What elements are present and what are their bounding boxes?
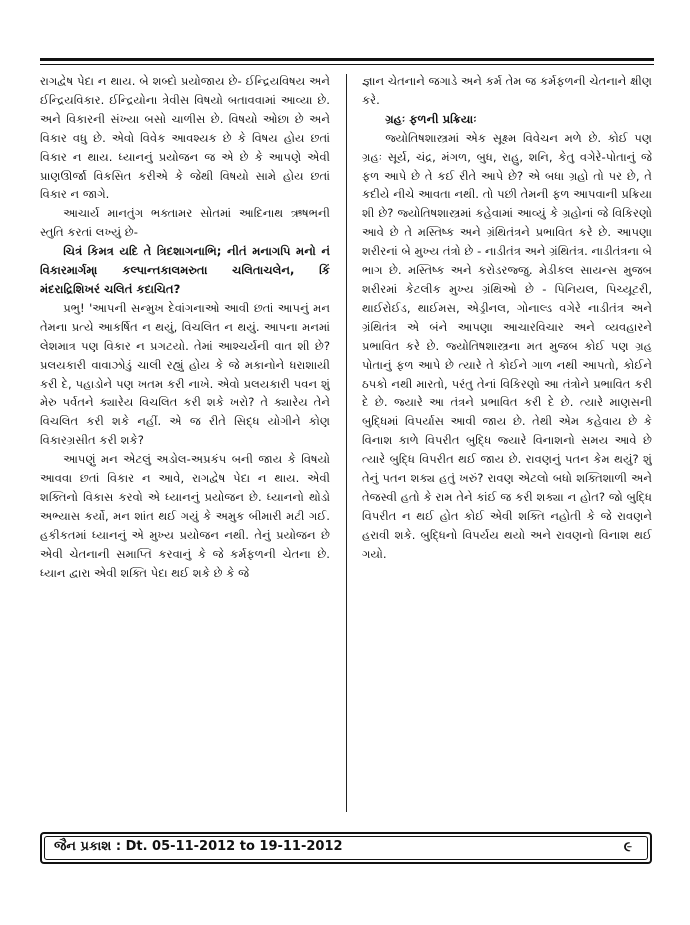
left-paragraph-2: આચાર્ય માનતુંગ ભક્તામર સોતમાં આદિનાથ ઋષભની સ્તુતિ કરતાં લખ્યું છે- [40, 206, 330, 240]
header-rule-thick [40, 58, 654, 61]
left-paragraph-4: આપણું મન એટલું અડોલ-અપ્રકંપ બની જાય કે વિષયો આવવા છતાં વિકાર ન આવે, રાગદ્વેષ પેદા ન થાય. એવી શક્તિનો વિકાસ કરવો એ ધ્યાનનું પ્રયોજન છે. ધ્યાનનો થોડો અભ્યાસ કર્યો, મન શાંત થઈ ગયું કે અમુક બીમારી મટી ગઈ. હકીકતમાં ધ્યાનનું એ મુખ્ય પ્રયોજન નથી. તેનું પ્રયોજન છે એવી ચેતનાની સમાપ્તિ કરવાનું કે જે કર્મફળની ચેતના છે. ધ્યાન દ્વારા એવી શક્તિ પેદા થઈ શકે છે કે જે [40, 452, 330, 580]
page-number: ૯ [623, 839, 632, 855]
left-paragraph-3: પ્રભુ! 'આપની સન્મુખ દેવાંગનાઓ આવી છતાં આપનું મન તેમના પ્રત્યે આકર્ષિત ન થયું, વિચલિત ન થયું. આપના મનમાં લેશમાત્ર પણ વિકાર ન પ્રગટયો. તેમાં આશ્ચર્યની વાત શી છે? પ્રલયકારી વાવાઝોડું ચાલી રહ્યું હોય કે જે મકાનોને ધરાશાયી કરી દે, પહાડોને પણ ખતમ કરી નાખે. એવો પ્રલયકારી પવન શું મેરુ પર્વતને ક્યારેય વિચલિત કરી શકે ખરો? તે ક્યારેય તેને વિચલિત કરી શકે નહીં. એ જ રીતે સિદ્ધ યોગીને કોણ વિકારગ્રસીત કરી શકે? [40, 300, 330, 448]
sanskrit-verse: ચિત્રં કિમત્ર યદિ તે ત્રિદશાગનાભિ; નીતં મનાગપિ મનો નં વિકારમાર્ગમ્। કલ્પાન્તકાલમરુતા ચલિતાચલેન, કિં મંદરાદ્રિશિખરં ચલિતં કદાચિત? [40, 244, 330, 296]
left-column [40, 72, 330, 824]
header-rule-thin [40, 64, 654, 65]
page-footer [40, 832, 652, 864]
column-divider [346, 74, 347, 812]
right-paragraph-1: જ્ઞાન ચેતનાને જગાડે અને કર્મ તેમ જ કર્મફળની ચેતનાને ક્ષીણ કરે. [362, 74, 652, 107]
right-paragraph-2: જ્યોતિષશાસ્ત્રમાં એક સૂક્ષ્મ વિવેચન મળે છે. કોઈ પણ ગ્રહઃ સૂર્ય, ચંદ્ર, મંગળ, બુધ, રાહુ, શનિ, કેતુ વગેરે-પોતાનું જે ફળ આપે છે તે કઈ રીતે આપે છે? એ બધા ગ્રહો તો પર છે, તે કદીયે નીચે આવતા નથી. તો પછી તેમની ફળ આપવાની પ્રક્રિયા શી છે? જ્યોતિષશાસ્ત્રમાં કહેવામાં આવ્યું કે ગ્રહોનાં જે વિકિરણો આવે છે તે મસ્તિષ્ક અને ગ્રંથિતંત્રને પ્રભાવિત કરે છે. આપણા શરીરનાં બે મુખ્ય તંત્રો છે - નાડીતંત્ર અને ગ્રંથિતંત્ર. નાડીતંત્રના બે ભાગ છે. મસ્તિષ્ક અને કરોડરજ્જુ. મેડીકલ સાયન્સ મુજબ શરીરમાં કેટલીક મુખ્ય ગ્રંથિઓ છે - પિનિયલ, પિચ્યૂટરી, થાઈરોઈડ, થાઈમસ, એડ્રીનલ, ગોનાલ્ડ વગેરે નાડીતંત્ર અને ગ્રંથિતંત્ર એ બંને આપણા આચારવિચાર અને વ્યવહારને પ્રભાવિત કરે છે. જ્યોતિષશાસ્ત્રના મત મુજબ કોઈ પણ ગ્રહ પોતાનું ફળ આપે છે ત્યારે તે કોઈને ગાળ નથી આપતો, કોઈને ઠપકો નથી મારતો, પરંતુ તેનાં વિકિરણો આ તંત્રોને પ્રભાવિત કરી દે છે. જ્યારે આ તંત્રને પ્રભાવિત કરી દે છે. ત્યારે માણસની બુદ્ધિમાં વિપર્યાસ આવી જાય છે. તેથી એમ કહેવાય છે કે વિનાશ કાળે વિપરીત બુદ્ધિ જ્યારે વિનાશનો સમય આવે છે ત્યારે બુદ્ધિ વિપરીત થઈ જાય છે. રાવણનું પતન કેમ થયું? શું તેનું પતન શક્ય હતું ખરું? રાવણ એટલો બધો શક્તિશાળી અને તેજસ્વી હતો કે રામ તેને કાંઈ જ કરી શક્યા ન હોત? જો બુદ્ધિ વિપરીત ન થઈ હોત કોઈ એવી શક્તિ નહોતી કે જે રાવણને હરાવી શકે. બુદ્ધિનો વિપર્યય થયો અને રાવણનો વિનાશ થઈ ગયો. [362, 130, 652, 561]
publication-info: જૈન પ્રકાશ : Dt. 05-11-2012 to 19-11-2012 [54, 839, 343, 854]
left-paragraph-1: રાગદ્વેષ પેદા ન થાય. બે શબ્દો પ્રયોજાય છે- ઈન્દ્રિયવિષય અને ઈન્દ્રિયવિકાર. ઈન્દ્રિયોના ત્રેવીસ વિષયો બતાવવામાં આવ્યા છે. અને વિકારની સંખ્યા બસો ચાળીસ છે. વિષયો ઓછા છે અને વિકાર વધુ છે. એવો વિવેક આવશ્યક છે કે વિષય હોય છતાં વિકાર ન થાય. ધ્યાનનું પ્રયોજન જ એ છે કે આપણે એવી પ્રાણઊર્જા વિકસિત કરીએ કે જેથી વિષયો સામે હોય છતાં વિકાર ન જાગે. [40, 74, 330, 202]
right-column [362, 72, 652, 824]
section-heading: ગ્રહઃ ફળની પ્રક્રિયાઃ [385, 111, 477, 126]
article-body [40, 72, 654, 824]
